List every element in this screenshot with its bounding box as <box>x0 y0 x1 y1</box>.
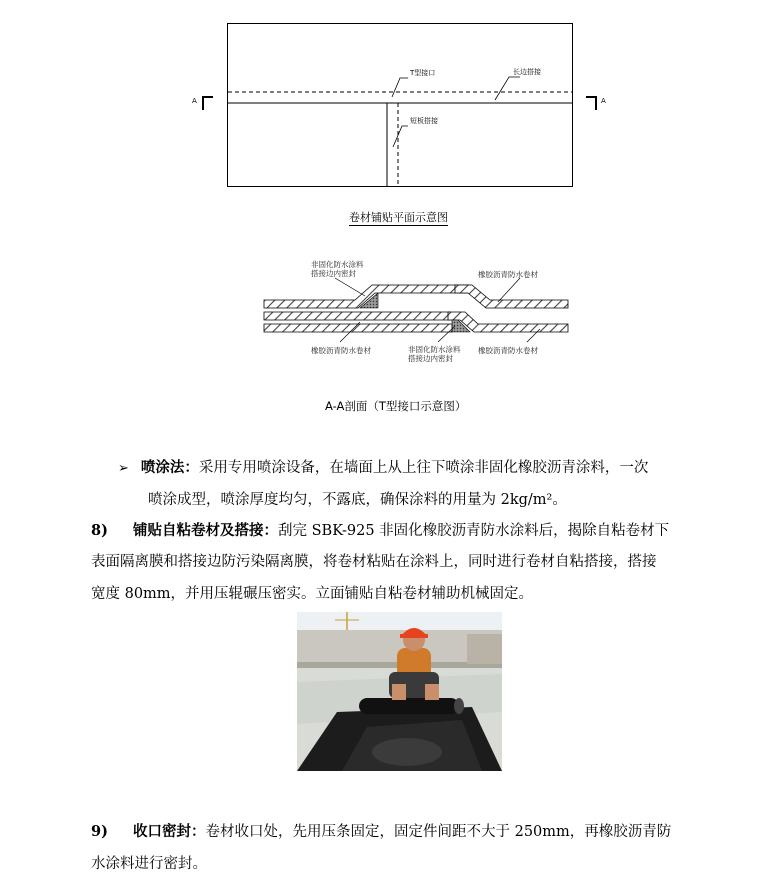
section-label-bottom-left: 橡胶沥青防水卷材 <box>311 346 371 355</box>
step9-number: 9) <box>91 823 108 840</box>
step8-number: 8) <box>91 522 108 539</box>
section-label-bottom-right: 橡胶沥青防水卷材 <box>478 346 538 355</box>
spray-item-line1 <box>118 452 648 485</box>
plan-diagram <box>0 0 782 200</box>
bullet-arrow-icon: ➢ <box>118 461 129 476</box>
step8-heading: 铺贴自粘卷材及搭接： <box>133 522 278 539</box>
leader-top-left <box>335 278 365 296</box>
step9-line2: 水涂料进行密封。 <box>91 856 207 872</box>
long-edge-leader <box>495 77 520 100</box>
step8-line2: 表面隔离膜和搭接边防污染隔离膜，将卷材粘贴在涂料上，同时进行卷材自粘搭接，搭接 <box>91 554 657 570</box>
base-membrane <box>264 324 452 332</box>
section-diagram <box>0 255 782 365</box>
lower-left-membrane <box>264 312 450 320</box>
section-marker-label-left: A <box>192 97 197 105</box>
t-joint-label: T型接口 <box>410 69 436 77</box>
section-label-top-left: 非固化防水涂料 搭接边内密封 <box>311 260 364 278</box>
section-marker-left <box>203 97 213 110</box>
plan-outline <box>228 24 573 187</box>
step8-text1: 刮完 SBK-925 非固化橡胶沥青防水涂料后，揭除自粘卷材下 <box>278 523 670 539</box>
spray-item-line2: 喷涂成型，喷涂厚度均匀，不露底，确保涂料的用量为 2kg/m²。 <box>148 492 567 508</box>
step8-line1 <box>91 515 669 547</box>
section-diagram-caption: A-A剖面（T型接口示意图） <box>325 399 467 413</box>
step9-heading: 收口密封： <box>133 823 206 840</box>
long-edge-label: 长边搭接 <box>513 68 541 76</box>
membrane-installation-photo <box>297 612 502 771</box>
spray-item-heading: 喷涂法： <box>140 459 199 476</box>
leader-top-right <box>498 278 520 302</box>
section-label-bottom-mid: 非固化防水涂料 搭接边内密封 <box>408 345 461 363</box>
step8-line3: 宽度 80mm，并用压辊碾压密实。立面铺贴自粘卷材辅助机械固定。 <box>91 586 534 602</box>
upper-right-membrane <box>455 285 568 308</box>
section-label-top-right: 橡胶沥青防水卷材 <box>478 270 538 279</box>
plan-diagram-caption: 卷材铺贴平面示意图 <box>349 211 448 224</box>
spray-item-text1: 采用专用喷涂设备，在墙面上从上往下喷涂非固化橡胶沥青涂料，一次 <box>198 460 649 476</box>
t-joint-leader <box>392 78 408 97</box>
step9-line1 <box>91 816 671 848</box>
section-marker-label-right: A <box>601 97 606 105</box>
step9-text1: 卷材收口处，先用压条固定，固定件间距不大于 250mm，再橡胶沥青防 <box>205 824 672 840</box>
section-marker-right <box>586 97 596 110</box>
short-edge-leader <box>393 126 408 147</box>
short-edge-label: 短板搭接 <box>410 117 438 125</box>
